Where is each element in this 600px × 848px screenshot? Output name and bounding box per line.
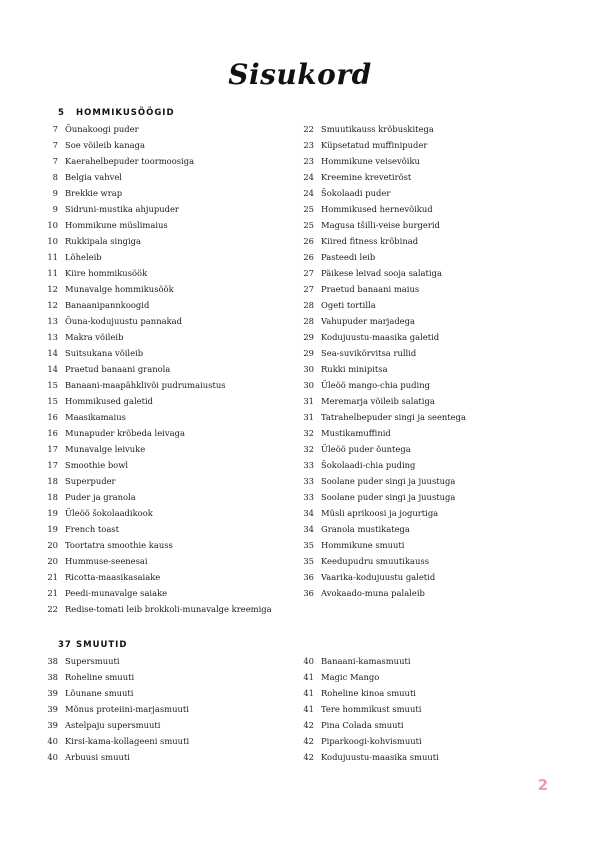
toc-entry[interactable] [38,121,272,137]
toc-entry-title: Soe võileib kanaga [65,140,145,150]
toc-entry[interactable] [294,393,466,409]
toc-entry-page: 34 [303,524,314,534]
toc-entry[interactable] [294,297,466,313]
toc-entry[interactable] [38,185,272,201]
toc-entry[interactable] [38,685,189,701]
toc-entry[interactable] [38,505,272,521]
toc-entry[interactable] [38,265,272,281]
toc-entry-title: Ogeti tortilla [321,300,376,310]
toc-entry[interactable] [38,585,272,601]
toc-entry-title: Päikese leivad sooja salatiga [321,268,442,278]
toc-entry-page: 26 [303,236,314,246]
toc-column-left [38,121,272,617]
toc-entry-page: 21 [47,572,58,582]
toc-entry-page: 27 [303,284,314,294]
toc-entry-page: 38 [47,672,58,682]
toc-entry-page: 30 [303,380,314,390]
toc-entry-title: Magusa tšilli-veise burgerid [321,220,440,230]
toc-entry-title: Soolane puder singi ja juustuga [321,492,456,502]
toc-entry[interactable] [294,249,466,265]
toc-entry[interactable] [294,217,466,233]
toc-entry[interactable] [38,153,272,169]
toc-entry-page: 42 [303,752,314,762]
toc-entry-title: Banaani-kamasmuuti [321,656,411,666]
toc-entry[interactable] [294,329,466,345]
toc-entry[interactable] [38,701,189,717]
toc-entry-title: Tatrahelbepuder singi ja seentega [321,412,466,422]
toc-entry-title: Smoothie bowl [65,460,129,470]
toc-entry[interactable] [294,505,466,521]
toc-entry[interactable] [294,537,466,553]
toc-entry-page: 10 [47,220,58,230]
toc-entry-title: Tere hommikust smuuti [321,704,422,714]
toc-entry[interactable] [294,569,466,585]
toc-entry-page: 41 [303,672,314,682]
toc-entry[interactable] [38,473,272,489]
toc-entry[interactable] [38,653,189,669]
toc-entry[interactable] [294,489,466,505]
toc-entry-title: Šokolaadi-chia puding [321,460,416,470]
toc-entry-title: Sea-suvikõrvitsa rullid [321,348,417,358]
toc-entry-title: Pina Colada smuuti [321,720,404,730]
toc-entry-page: 40 [47,736,58,746]
toc-entry[interactable] [38,233,272,249]
toc-entry-title: French toast [65,524,119,534]
toc-entry[interactable] [38,329,272,345]
toc-entry-page: 25 [303,204,314,214]
toc-entry-page: 32 [303,444,314,454]
section-title: SMUUTID [76,640,128,650]
toc-entry[interactable] [38,393,272,409]
toc-entry-title: Sidruni-mustika ahjupuder [65,204,179,214]
toc-entry-page: 18 [47,476,58,486]
toc-entry-page: 38 [47,656,58,666]
toc-entry-page: 33 [303,476,314,486]
toc-entry-title: Kodujuustu-maasika smuuti [321,752,439,762]
toc-entry-page: 33 [303,460,314,470]
toc-entry-title: Granola mustikatega [321,524,410,534]
toc-entry-page: 35 [303,540,314,550]
section-heading-hommikusoogid [58,108,175,118]
toc-entry-title: Puder ja granola [65,492,136,502]
toc-entry[interactable] [38,749,189,765]
toc-entry-page: 16 [47,412,58,422]
toc-entry-page: 31 [303,396,314,406]
section-page-number: 5 [58,108,65,118]
section-title: HOMMIKUSÖÖGID [76,108,175,118]
toc-entry-page: 27 [303,268,314,278]
toc-entry-page: 31 [303,412,314,422]
toc-entry[interactable] [38,217,272,233]
toc-entry-page: 36 [303,588,314,598]
toc-entry-title: Praetud banaani granola [65,364,171,374]
toc-entry-title: Müsli aprikoosi ja jogurtiga [321,508,439,518]
toc-entry-page: 18 [47,492,58,502]
toc-entry[interactable] [294,121,466,137]
toc-entry-title: Üleöö mango-chia puding [321,380,430,390]
toc-entry-page: 28 [303,300,314,310]
toc-entry-page: 12 [47,300,58,310]
toc-entry-page: 11 [47,268,58,278]
toc-entry-title: Ricotta-maasikasaiake [65,572,161,582]
toc-entry-page: 9 [52,204,58,214]
toc-entry[interactable] [38,537,272,553]
toc-column-left [38,653,189,765]
toc-entry-page: 17 [47,460,58,470]
toc-entry-title: Munavalge leivuke [65,444,146,454]
toc-entry-title: Brekkie wrap [65,188,123,198]
toc-entry[interactable] [294,441,466,457]
toc-entry-page: 16 [47,428,58,438]
toc-entry[interactable] [294,473,466,489]
toc-entry-page: 26 [303,252,314,262]
toc-entry[interactable] [38,201,272,217]
toc-entry-page: 33 [303,492,314,502]
toc-entry-page: 42 [303,720,314,730]
toc-entry-title: Soolane puder singi ja juustuga [321,476,456,486]
toc-entry-title: Munapuder krõbeda leivaga [65,428,185,438]
toc-entry-title: Peedi-munavalge saiake [65,588,168,598]
toc-entry[interactable] [38,441,272,457]
toc-entry-title: Mustikamuffinid [321,428,391,438]
toc-entry[interactable] [38,313,272,329]
toc-entry[interactable] [294,749,439,765]
toc-entry[interactable] [38,249,272,265]
toc-entry-title: Mõnus proteiini-marjasmuuti [65,704,189,714]
toc-entry-title: Kiired fitness krõbinad [321,236,419,246]
toc-entry-title: Küpsetatud muffinipuder [321,140,428,150]
toc-entry-title: Rukkipala singiga [65,236,141,246]
toc-entry-title: Astelpaju supersmuuti [65,720,161,730]
toc-entry-title: Lõunane smuuti [65,688,134,698]
toc-entry-title: Rukki minipitsa [321,364,388,374]
page-number: 2 [537,776,548,794]
toc-entry-title: Üleöö šokolaadikook [65,508,153,518]
toc-entry-page: 15 [47,380,58,390]
toc-entry[interactable] [38,409,272,425]
toc-entry-title: Roheline kinoa smuuti [321,688,416,698]
toc-entry[interactable] [294,457,466,473]
toc-entry[interactable] [38,569,272,585]
toc-entry-title: Õunakoogi puder [65,124,139,134]
toc-entry-title: Hommikune müslimaius [65,220,168,230]
toc-entry-title: Banaani-maapähklivõi pudrumaiustus [65,380,226,390]
toc-entry-page: 13 [47,332,58,342]
toc-entry-title: Magic Mango [321,672,380,682]
toc-entry[interactable] [294,521,466,537]
toc-entry[interactable] [294,201,466,217]
toc-entry-page: 39 [47,704,58,714]
toc-entry-title: Maasikamaius [65,412,126,422]
toc-entry-page: 20 [47,556,58,566]
toc-entry[interactable] [38,377,272,393]
toc-entry-page: 29 [303,348,314,358]
section-page-number: 37 [58,640,72,650]
toc-entry-title: Hommikune smuuti [321,540,405,550]
toc-entry[interactable] [294,313,466,329]
toc-entry[interactable] [294,137,466,153]
toc-entry-page: 39 [47,720,58,730]
toc-entry[interactable] [38,521,272,537]
toc-entry[interactable] [38,489,272,505]
toc-entry-title: Kiire hommikusöök [65,268,148,278]
toc-entry-page: 41 [303,688,314,698]
toc-entry-page: 23 [303,140,314,150]
toc-entry-title: Keedupudru smuutikauss [321,556,430,566]
toc-entry[interactable] [294,185,466,201]
toc-entry-page: 39 [47,688,58,698]
toc-entry[interactable] [38,137,272,153]
toc-entry-page: 32 [303,428,314,438]
toc-entry-title: Smuutikauss krõbuskitega [321,124,434,134]
toc-entry-page: 23 [303,156,314,166]
section-heading-smuutid [58,640,127,650]
toc-entry-page: 14 [47,348,58,358]
toc-entry-page: 11 [47,252,58,262]
toc-entry-page: 7 [52,124,58,134]
toc-entry[interactable] [294,425,466,441]
toc-entry-page: 24 [303,188,314,198]
toc-entry-page: 25 [303,220,314,230]
toc-entry-title: Toortatra smoothie kauss [65,540,173,550]
toc-entry-page: 19 [47,524,58,534]
toc-entry[interactable] [294,733,439,749]
page-title: Sisukord [228,58,372,91]
toc-entry-title: Belgia vahvel [65,172,122,182]
toc-entry-page: 13 [47,316,58,326]
toc-entry-title: Šokolaadi puder [321,188,391,198]
toc-entry[interactable] [38,281,272,297]
toc-entry-page: 12 [47,284,58,294]
toc-entry-page: 17 [47,444,58,454]
toc-entry-title: Hommikused galetid [65,396,154,406]
toc-entry[interactable] [294,685,439,701]
toc-entry-title: Praetud banaani maius [321,284,420,294]
toc-entry[interactable] [294,281,466,297]
toc-entry-title: Õuna-kodujuustu pannakad [65,316,183,326]
toc-entry[interactable] [294,717,439,733]
toc-entry-title: Vaarika-kodujuustu galetid [321,572,436,582]
toc-entry[interactable] [294,233,466,249]
toc-entry[interactable] [294,169,466,185]
toc-entry[interactable] [294,377,466,393]
toc-entry[interactable] [294,585,466,601]
toc-entry-title: Hommikune veisevõiku [321,156,420,166]
toc-entry-page: 24 [303,172,314,182]
toc-entry-title: Pasteedi leib [321,252,376,262]
toc-entry-title: Meremarja võileib salatiga [321,396,435,406]
toc-entry-page: 15 [47,396,58,406]
toc-entry-page: 7 [52,140,58,150]
toc-entry[interactable] [294,553,466,569]
toc-entry-title: Kreemine krevetiröst [321,172,412,182]
toc-entry-title: Roheline smuuti [65,672,135,682]
toc-entry[interactable] [38,345,272,361]
toc-entry-page: 40 [303,656,314,666]
toc-entry[interactable] [294,409,466,425]
toc-entry-title: Üleöö puder õuntega [321,444,411,454]
toc-entry-page: 7 [52,156,58,166]
toc-entry-page: 20 [47,540,58,550]
toc-entry-page: 40 [47,752,58,762]
toc-entry-title: Kodujuustu-maasika galetid [321,332,440,342]
toc-entry[interactable] [38,457,272,473]
toc-entry[interactable] [38,717,189,733]
toc-entry[interactable] [294,345,466,361]
toc-entry-page: 36 [303,572,314,582]
toc-entry-page: 22 [303,124,314,134]
toc-entry-title: Makra võileib [65,332,124,342]
toc-entry-page: 19 [47,508,58,518]
toc-entry-title: Banaanipannkoogid [65,300,150,310]
toc-entry[interactable] [38,361,272,377]
toc-entry-page: 21 [47,588,58,598]
toc-entry-title: Munavalge hommikusöök [65,284,174,294]
toc-entry[interactable] [38,669,189,685]
toc-entry[interactable] [38,553,272,569]
toc-entry[interactable] [294,265,466,281]
toc-entry[interactable] [38,601,272,617]
toc-entry-title: Redise-tomati leib brokkoli-munavalge kreemiga [65,604,272,614]
toc-entry-page: 30 [303,364,314,374]
toc-entry-page: 9 [52,188,58,198]
toc-column-right [294,121,466,601]
toc-entry-page: 22 [47,604,58,614]
toc-entry[interactable] [294,653,439,669]
toc-entry-title: Superpuder [65,476,116,486]
toc-entry-page: 34 [303,508,314,518]
toc-entry-title: Kirsi-kama-kollageeni smuuti [65,736,190,746]
toc-entry[interactable] [294,669,439,685]
toc-entry-page: 42 [303,736,314,746]
toc-entry[interactable] [38,733,189,749]
toc-entry-page: 14 [47,364,58,374]
toc-entry-page: 41 [303,704,314,714]
toc-entry-page: 28 [303,316,314,326]
toc-entry[interactable] [38,425,272,441]
toc-entry-page: 29 [303,332,314,342]
toc-entry-title: Supersmuuti [65,656,120,666]
toc-entry-title: Arbuusi smuuti [65,752,130,762]
toc-entry-title: Hommikused hernevõikud [321,204,433,214]
toc-entry[interactable] [294,361,466,377]
toc-entry-title: Lõheleib [65,252,102,262]
toc-entry-title: Piparkoogi-kohvismuuti [321,736,422,746]
toc-entry[interactable] [294,153,466,169]
toc-entry-title: Kaerahelbepuder toormoosiga [65,156,195,166]
toc-entry-page: 8 [52,172,58,182]
toc-entry[interactable] [38,169,272,185]
toc-entry-title: Avokaado-muna palaleib [321,588,425,598]
toc-entry-page: 35 [303,556,314,566]
toc-entry-page: 10 [47,236,58,246]
toc-entry-title: Suitsukana võileib [65,348,144,358]
toc-entry-title: Vahupuder marjadega [321,316,415,326]
toc-entry[interactable] [294,701,439,717]
toc-column-right [294,653,439,765]
toc-entry-title: Hummuse-seenesai [65,556,148,566]
toc-entry[interactable] [38,297,272,313]
